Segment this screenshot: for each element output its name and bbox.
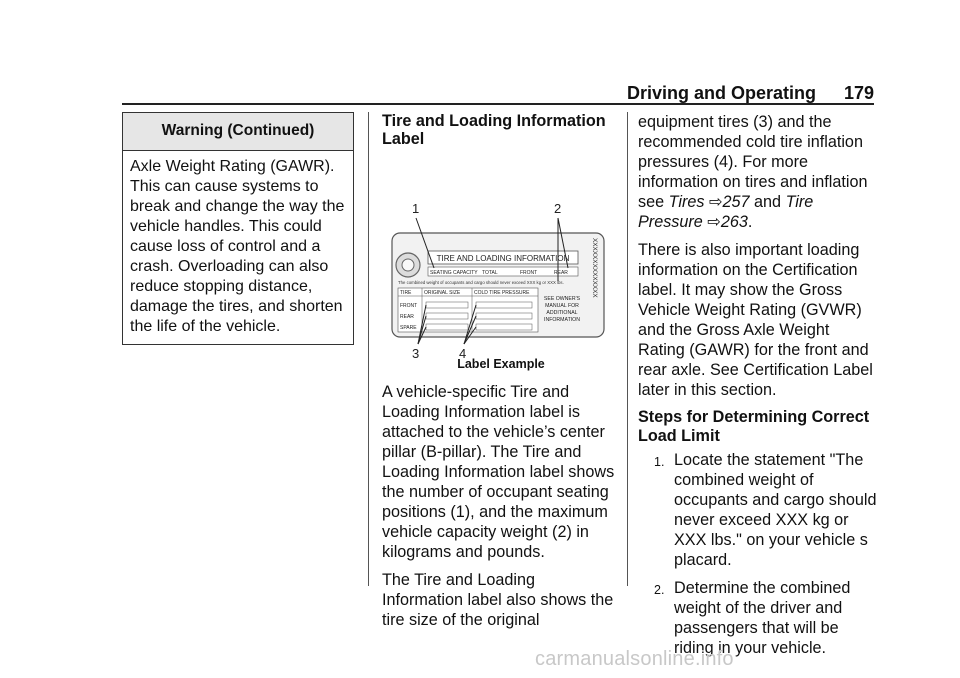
conjunction: and [749,193,786,211]
page-ref-icon: ⇨ [708,193,723,211]
manual-note-3: INFORMATION [544,317,580,323]
seat-header-3: REAR [554,270,568,276]
table-header-2: COLD TIRE PRESSURE [474,290,530,296]
warning-body: Axle Weight Rating (GAWR). This can cause systems to break and change the way the vehicle handles. This could cause loss of control and a crash. Overloading can also reduce stopping distance, damage the tires, and shorten the life of the vehicle. [130,158,345,335]
label-title: TIRE AND LOADING INFORMATION [436,254,570,263]
column-middle [382,112,620,638]
combined-weight-text: The combined weight of occupants and cargo should never exceed XXX kg or XXX lbs. [398,280,564,285]
page-ref-tire-pressure[interactable]: 263 [720,213,748,231]
callout-3: 3 [412,346,420,361]
step-text: Determine the combined weight of the driver and passengers that will be riding in your vehicle. [674,579,851,657]
callout-1: 1 [412,201,420,216]
page-ref-icon: ⇨ [707,213,721,231]
figure-caption: Label Example [457,357,545,371]
list-item [638,450,878,570]
paragraph [638,112,878,232]
page-ref-tires[interactable]: 257 [722,193,750,211]
warning-title: Warning (Continued) [123,113,353,151]
steps-list [638,450,878,658]
paragraph: There is also important loading information on the Certification label. It may show the Gross Vehicle Weight Rating (GVWR) and the Gross Axle Weight Rating (GAWR) for the front and rear axle. See Certification Label later in this section. [638,241,873,399]
table-header-0: TIRE [400,290,412,296]
link-tire-pressure[interactable]: Tire Pressure [638,193,814,231]
step-number: 1. [654,455,665,469]
seat-header-2: FRONT [520,270,538,276]
page-header [122,83,874,105]
table-header-1: ORIGINAL SIZE [424,290,461,296]
period: . [747,213,753,231]
column-right [638,112,878,666]
step-text: Locate the statement "The combined weight of occupants and cargo should never exceed XXX kg or XXX lbs." on your vehicle s placard. [674,451,877,569]
column-divider [627,112,628,586]
manual-note-1: MANUAL FOR [545,303,579,309]
side-code: XXXXXXXXXXXXXX [591,238,598,298]
callout-2: 2 [554,201,562,216]
tire-label-diagram [382,158,620,361]
column-left [122,112,354,345]
watermark: carmanualsonline.info [535,648,734,670]
paragraph: A vehicle-specific Tire and Loading Information label is attached to the vehicle’s center pillar (B-pillar). The Tire and Loading Information label shows the number of occupant seating positions (1), and the maximum vehicle capacity weight (2) in kilograms and pounds. [382,383,615,561]
table-row-0: FRONT [400,303,418,309]
column-divider [368,112,369,586]
list-item [638,578,878,658]
page-number: 179 [843,83,874,103]
manual-note-2: ADDITIONAL [546,310,578,316]
steps-title: Steps for Determining Correct Load Limit [638,408,870,445]
warning-box [122,112,354,345]
manual-note-0: SEE OWNER'S [543,296,581,302]
table-row-1: REAR [400,314,414,320]
label-figure [382,158,620,361]
paragraph-text: equipment tires (3) and the recommended cold tire inflation pressures (4). For more information on tires and inflation see [638,113,868,211]
paragraph: The Tire and Loading Information label also shows the tire size of the original [382,571,614,629]
seat-header-0: SEATING CAPACITY [430,270,478,276]
table-row-2: SPARE [400,325,417,331]
link-tires[interactable]: Tires [668,193,705,211]
step-number: 2. [654,583,665,597]
callout-4: 4 [459,346,467,361]
section-title: Driving and Operating [626,83,816,103]
section-heading: Tire and Loading Information Label [382,112,606,148]
seat-header-1: TOTAL [482,270,498,276]
